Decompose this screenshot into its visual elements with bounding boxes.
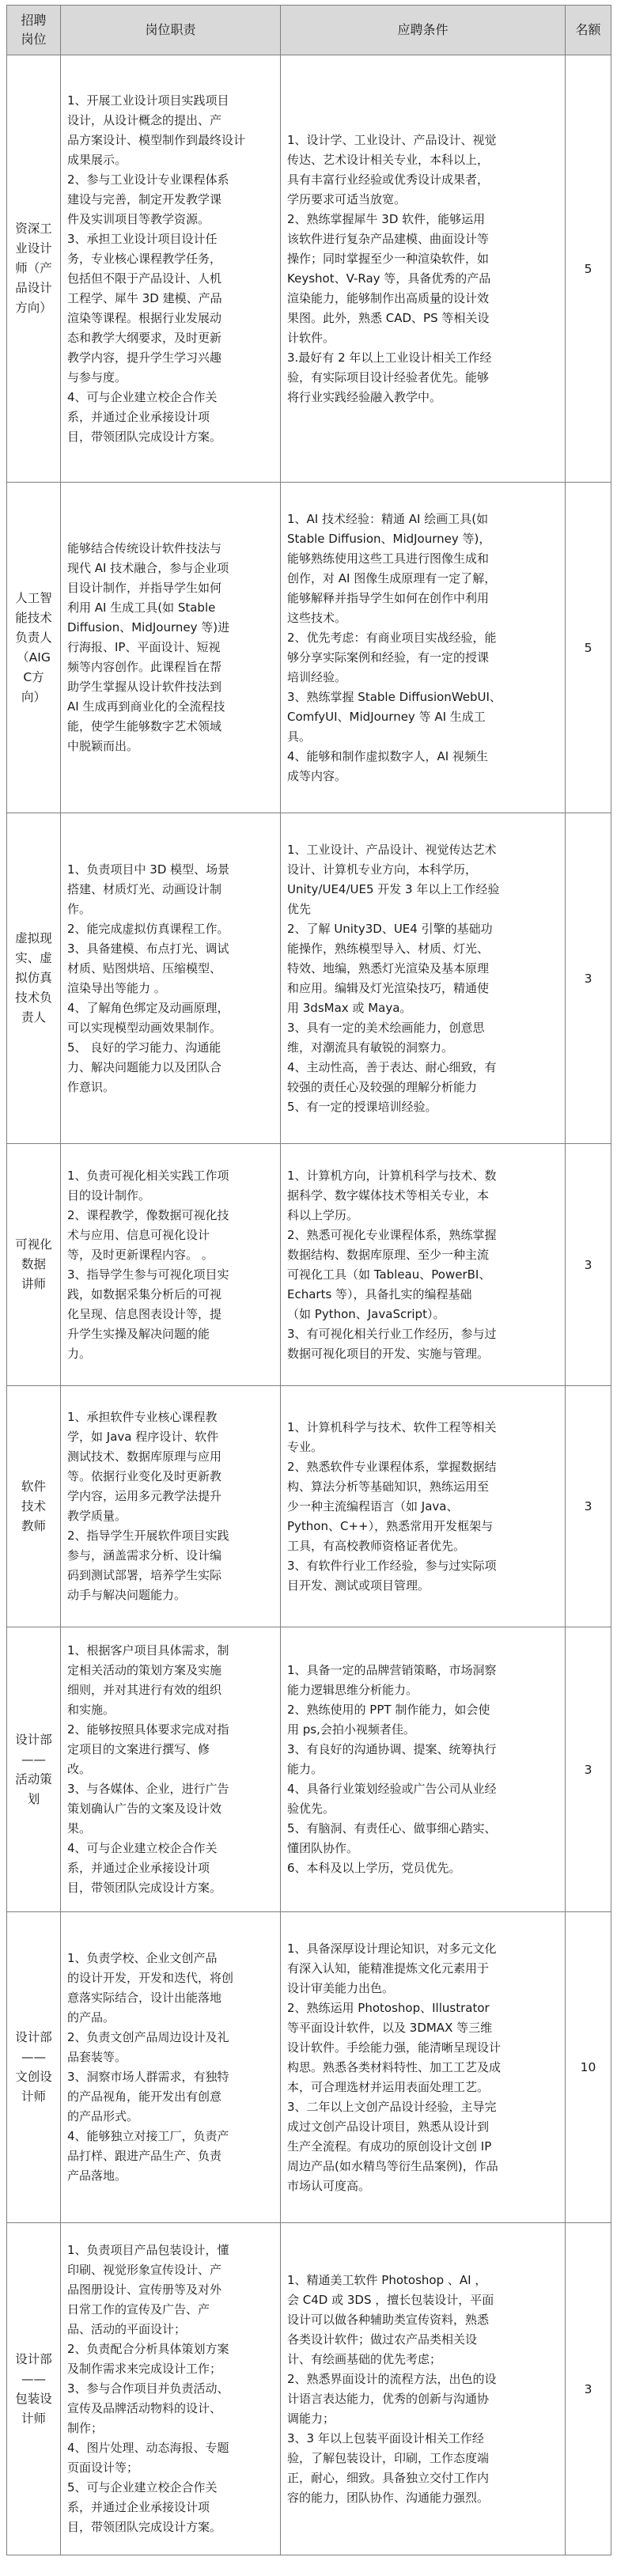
post-cell (7, 813, 61, 1144)
post-cell (7, 2223, 61, 2555)
duties-text: 1、开展工业设计项目实践项目 设计，从设计概念的提出、产 品方案设计、模型制作到最终设计 成果展示。 2、参与工业设计专业课程体系 建设与完善，制定开发教学课 件及实训项目等教学资源。 3、承担工业设计项目设计任 务，专业核心课程教学任务， 包括但不限于产品设计、人机 工程学、犀牛 3D 建模、产品 渲染等课程。根据行业发展动 态和教学大纲要求，及时更新 教学内容，提升学生学习兴趣 与参与度。 4、可与企业建立校企合作关 系，并通过企业承接设计项 目，带领团队完成设计方案。 (67, 93, 246, 444)
count-cell: 5 (566, 483, 611, 813)
requirements-text: 1、精通美工软件 Photoshop 、AI ， 会 C4D 或 3DS ，擅长包装设计，平面 设计可以做各种辅助类宣传资料，熟悉 各类设计软件；做过农产品类相关设 计、有绘画基础的优先考虑； 2、熟悉界面设计的流程方法，出色的设 计语言表达能力，优秀的创新与沟通协 调能力； 3、3 年以上包装平面设计相关工作经 验，了解包装设计，印刷，工作态度端 正，耐心，细致。具备独立交付工作内 容的能力，团队协作、沟通能力强烈。 (287, 2272, 497, 2505)
duties-cell (61, 1144, 281, 1386)
requirements-text: 1、计算机科学与技术、软件工程等相关 专业。 2、熟悉软件专业课程体系，掌握数据结 构、算法分析等基础知识，熟练运用至 少一种主流编程语言（如 Java、 Python、C++），熟悉常用开发框架与 工具，有高校教师资格证者优先。 3、有软件行业工作经验，参与过实际项 目开发、测试或项目管理。 (287, 1419, 497, 1593)
duties-cell (61, 1386, 281, 1627)
duties-text: 1、根据客户项目具体需求，制 定相关活动的策划方案及实施 细则，并对其进行有效的组织 和实施。 2、能够按照具体要求完成对指 定项目的文案进行撰写、修 改。 3、与各媒体、企业，进行广告 策划确认广告的文案及设计效 果。 4、可与企业建立校企合作关 系，并通过企业承接设计项 目，带领团队完成设计方案。 (67, 1643, 229, 1895)
header-count: 名额 (566, 6, 611, 55)
requirements-text: 1、具备深厚设计理论知识，对多元文化 有深入认知，能精准提炼文化元素用于 设计审美能力出色。 2、熟练运用 Photoshop、Illustrator 等平面设计软件，以及 3DMAX 等三维 设计软件。手绘能力强，能清晰呈现设计 构思。熟悉各类材料特性、加工工艺及成 本，可合理选材并运用表面处理工艺。 3、二年以上文创产品设计经验，主导完 成过文创产品设计项目，熟悉从设计到 生产全流程。有成功的原创设计文创 IP 周边产品(如水精鸟等衍生品案例)，作品 市场认可度高。 (287, 1941, 502, 2193)
header-post (7, 6, 61, 55)
table-row (7, 55, 611, 483)
duties-text: 1、负责项目中 3D 模型、场景 搭建、材质灯光、动画设计制 作。 2、能完成虚拟仿真课程工作。 3、具备建模、布点打光、调试 材质、贴图烘培、压缩模型、 渲染导出等能力 。 4、了解角色绑定及动画原理， 可以实现模型动画效果制作。 5、 良好的学习能力、沟通能 力、解决问题能力以及团队合 作意识。 (67, 862, 230, 1094)
duties-cell (61, 1627, 281, 1912)
requirements-text: 1、具备一定的品牌营销策略，市场洞察 能力逻辑思维分析能力。 2、熟练使用的 PPT 制作能力，如会使 用 ps,会拍小视频者佳。 3、有良好的沟通协调、提案、统筹执行 能力。 4、具备行业策划经验或广告公司从业经 验优先。 5、有脑洞、有责任心、做事细心踏实、 懂团队协作。 6、本科及以上学历，党员优先。 (287, 1663, 497, 1875)
recruitment-table (6, 5, 611, 2555)
requirements-cell (281, 483, 566, 813)
requirements-cell (281, 2223, 566, 2555)
duties-cell (61, 813, 281, 1144)
post-name: 资深工 业设计 师（产 品设计 方向） (15, 222, 52, 315)
duties-text: 1、负责项目产品包装设计，懂 印刷、视觉形象宣传设计、产 品图册设计、宣传册等及对外 日常工作的宣传及广告、产 品、活动的平面设计； 2、负责配合分析具体策划方案 及制作需求来完成设计工作； 3、参与合作项目并负责活动、 宣传及品牌活动物料的设计、 制作； 4、图片处理、动态海报、专题 页面设计等； 5、可与企业建立校企合作关 系，并通过企业承接设计项 目，带领团队完成设计方案。 (67, 2243, 229, 2534)
table-row (7, 1912, 611, 2223)
table-row (7, 813, 611, 1144)
count-cell: 3 (566, 1386, 611, 1627)
post-name: 设计部 —— 包装设 计师 (15, 2351, 52, 2426)
requirements-cell (281, 813, 566, 1144)
header-requirements: 应聘条件 (281, 6, 566, 55)
count-cell: 5 (566, 55, 611, 483)
table-row (7, 1386, 611, 1627)
requirements-text: 1、设计学、工业设计、产品设计、视觉 传达、艺术设计相关专业，本科以上， 具有丰富行业经验或优秀设计成果者， 学历要求可适当放宽。 2、熟练掌握犀牛 3D 软件，能够运用 该软件进行复杂产品建模、曲面设计等 操作；同时掌握至少一种渲染软件，如 Keyshot、V-Ray 等，具备优秀的产品 渲染能力，能够制作出高质量的设计效 果图。此外，熟悉 CAD、PS 等相关设 计软件。 3.最好有 2 年以上工业设计相关工作经 验，有实际项目设计经验者优先。能够 将行业实践经验融入教学中。 (287, 132, 497, 404)
count-cell: 3 (566, 2223, 611, 2555)
count-cell: 3 (566, 813, 611, 1144)
duties-text: 能够结合传统设计软件技法与 现代 AI 技术融合，参与企业项 目设计制作，并指导学生如何 利用 AI 生成工具(如 Stable Diffusion、MidJourney 等)进 行海报、IP、平面设计、短视 频等内容创作。此课程旨在帮 助学生掌握从设计软件技法到 AI 生成再到商业化的全流程技 能，使学生能够数字艺术领域 中脱颖而出。 (67, 541, 230, 753)
count-cell: 10 (566, 1912, 611, 2223)
duties-text: 1、负责学校、企业文创产品 的设计开发，开发和迭代，将创 意落实际结合，设计出能落地 的产品。 2、负责文创产品周边设计及礼 品套装等。 3、洞察市场人群需求，有独特 的产品视角，能开发出有创意 的产品形式。 4、能够独立对接工厂，负责产 品打样、跟进产品生产、负责 产品落地。 (67, 1951, 234, 2183)
table-row (7, 2223, 611, 2555)
header-duties: 岗位职责 (61, 6, 281, 55)
post-cell (7, 1912, 61, 2223)
table-row (7, 483, 611, 813)
requirements-text: 1、计算机方向，计算机科学与技术、数 据科学、数字媒体技术等相关专业，本 科以上学历。 2、熟悉可视化专业课程体系，熟练掌握 数据结构、数据库原理、至少一种主流 可视化工具（如 Tableau、PowerBI、 Echarts 等），具备扎实的编程基础 （如 Python、JavaScript）。 3、有可视化相关行业工作经历，参与过 数据可视化项目的开发、实施与管理。 (287, 1168, 497, 1361)
count-cell: 3 (566, 1627, 611, 1912)
post-cell (7, 1627, 61, 1912)
requirements-cell (281, 55, 566, 483)
table-header-row (7, 6, 611, 55)
duties-text: 1、承担软件专业核心课程教 学，如 Java 程序设计、软件 测试技术、数据库原理与应用 等。依据行业变化及时更新教 学内容，运用多元教学法提升 教学质量。 2、指导学生开展软件项目实践 参与，涵盖需求分析、设计编 码到测试部署，培养学生实际 动手与解决问题能力。 (67, 1410, 229, 1602)
table-row (7, 1627, 611, 1912)
duties-cell (61, 55, 281, 483)
requirements-text: 1、工业设计、产品设计、视觉传达艺术 设计、计算机专业方向，本科学历， Unity/UE4/UE5 开发 3 年以上工作经验 优先 2、了解 Unity3D、UE4 引擎的基础功 能操作，熟练模型导入、材质、灯光、 特效、地编，熟悉灯光渲染及基本原理 和应用。编辑及灯光渲染技巧，精通使 用 3dsMax 或 Maya。 3、具有一定的美术绘画能力，创意思 维，对潮流具有敏锐的洞察力。 4、主动性高，善于表达、耐心细致，有 较强的责任心及较强的理解分析能力 5、有一定的授课培训经验。 (287, 842, 500, 1114)
post-name: 软件 技术 教师 (21, 1479, 46, 1533)
duties-text: 1、负责可视化相关实践工作项 目的设计制作。 2、课程教学，像数据可视化技 术与应用、信息可视化设计 等，及时更新课程内容。 。 3、指导学生参与可视化项目实 践，如数据采集分析后的可视 化呈现、信息图表设计等，提 升学生实操及解决问题的能 力。 (67, 1168, 229, 1361)
count-cell: 3 (566, 1144, 611, 1386)
post-name: 设计部 —— 活动策 划 (15, 1732, 52, 1806)
requirements-cell (281, 1912, 566, 2223)
requirements-cell (281, 1144, 566, 1386)
post-cell (7, 55, 61, 483)
post-name: 虚拟现 实、虚 拟仿真 技术负 责人 (15, 931, 52, 1025)
duties-cell (61, 483, 281, 813)
post-cell (7, 1386, 61, 1627)
duties-cell (61, 1912, 281, 2223)
post-cell (7, 1144, 61, 1386)
requirements-text: 1、AI 技术经验：精通 AI 绘画工具(如 Stable Diffusion、MidJourney 等)， 能够熟练使用这些工具进行图像生成和 创作，对 AI 图像生成原理有一定了解， 能够解释并指导学生如何在创作中利用 这些技术。 2、优先考虑：有商业项目实战经验，能 够分享实际案例和经验，有一定的授课 培训经验。 3、熟练掌握 Stable DiffusionWebUI、 ComfyUI、MidJourney 等 AI 生成工 具。 4、能够和制作虚拟数字人，AI 视频生 成等内容。 (287, 511, 502, 783)
post-name: 可视化 数据 讲师 (15, 1237, 52, 1291)
post-name: 设计部 —— 文创设 计师 (15, 2030, 52, 2104)
duties-cell (61, 2223, 281, 2555)
requirements-cell (281, 1627, 566, 1912)
table-row (7, 1144, 611, 1386)
header-post-label: 招聘 岗位 (21, 13, 47, 47)
requirements-cell (281, 1386, 566, 1627)
post-cell (7, 483, 61, 813)
post-name: 人工智 能技术 负责人 （AIG C方 向） (15, 590, 52, 704)
